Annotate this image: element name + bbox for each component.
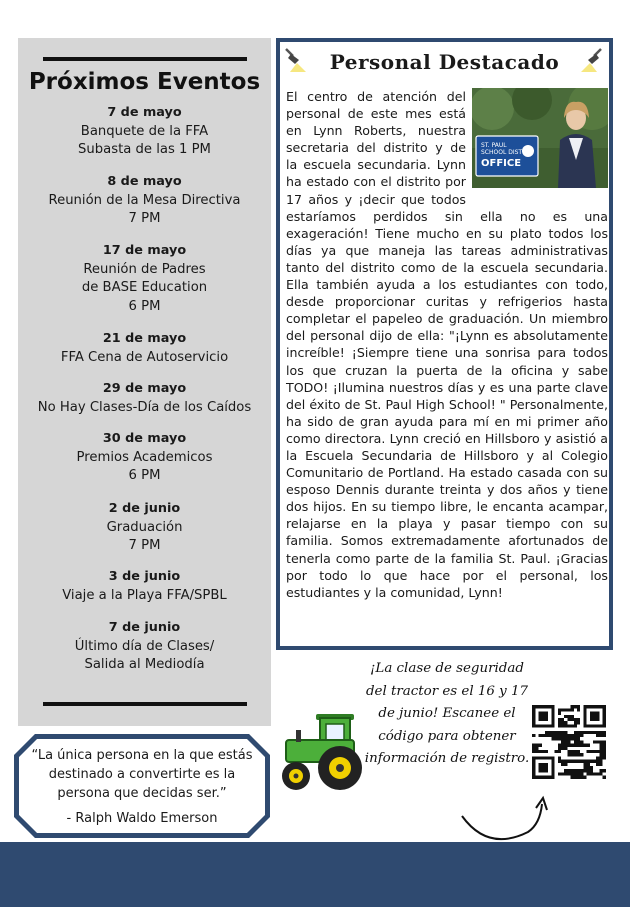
tractor-icon: [276, 706, 370, 796]
quote-author: - Ralph Waldo Emerson: [66, 811, 218, 826]
sign-line-2: SCHOOL DIST: [481, 149, 523, 156]
quote-text: “La única persona en la que estás destinado a convertirte es la persona que decidas ser.”: [31, 748, 253, 801]
event-item: [18, 242, 271, 316]
event-date: 7 de junio: [108, 620, 181, 635]
events-panel: [18, 38, 271, 726]
featured-staff-article: [276, 38, 613, 650]
event-date: 2 de junio: [108, 501, 181, 516]
event-detail: de BASE Education: [81, 280, 208, 295]
curved-arrow-icon: [458, 794, 550, 848]
event-detail: Último día de Clases/: [74, 638, 215, 654]
event-detail: Subasta de las 1 PM: [78, 142, 211, 157]
footer-bar: [0, 842, 630, 907]
feature-title: Personal Destacado: [329, 50, 560, 74]
event-item: [18, 619, 271, 675]
event-item: [18, 104, 271, 160]
event-detail: FFA Cena de Autoservicio: [60, 349, 229, 365]
event-date: 8 de mayo: [107, 174, 182, 189]
event-item: [18, 500, 271, 556]
event-detail: 6 PM: [128, 298, 161, 314]
event-date: 30 de mayo: [102, 431, 187, 446]
event-date: 29 de mayo: [102, 381, 187, 396]
feature-body: [286, 88, 608, 601]
event-detail: 7 PM: [128, 538, 161, 553]
event-item: [18, 568, 271, 605]
event-detail: No Hay Clases-Día de los Caídos: [37, 399, 252, 415]
event-detail: Banquete de la FFA: [80, 123, 209, 139]
sign-line-3: OFFICE: [481, 158, 522, 169]
event-item: [18, 380, 271, 417]
event-item: [18, 430, 271, 486]
event-item: [18, 330, 271, 367]
feature-body-text: El centro de atención del personal de este mes está en Lynn Roberts, nuestra secretaria del distrito y de la escuela secundaria. Lynn ha estado con el distrito por 17 años y ¡decir que todos estaríamos perdidos sin ella no es una exageración! Tiene mucho en su plato todos los días ya que maneja las tareas administrativas tanto del distrito como de la escuela secundaria. Ella también ayuda a los estudiantes con todo, desde proporcionar curitas y refrigerios hasta completar el papeleo de graduación. Un miembro del personal dijo de ella: "¡Lynn es absolutamente increíble! ¡Siempre tiene una sonrisa para todos los que cruzan la puerta de la oficina y sabe TODO! ¡Ilumina nuestros días y es una parte clave del éxito de St. Paul High School! " Personalmente, ha sido de gran ayuda para mí en mi primer año como directora. Lynn creció en Hillsboro y asistió a la Escuela Secundaria de Hillsboro y al Colegio Comunitario de Portland. Ha estado casada con su esposo Dennis durante treinta y dos años y tiene dos hijos. En su tiempo libre, le encanta acampar, relajarse en la playa y pasar tiempo con su familia. Somos extremadamente afortunados de tenerla como parte de la familia St. Paul. ¡Gracias por todo lo que hace por el personal, los estudiantes y la comunidad, Lynn!: [286, 89, 608, 600]
event-date: 17 de mayo: [102, 243, 187, 258]
event-item: [18, 173, 271, 229]
events-top-rule: [43, 57, 247, 61]
staff-photo: [472, 88, 608, 188]
event-detail: Reunión de la Mesa Directiva: [48, 192, 241, 208]
event-date: 3 de junio: [108, 569, 181, 584]
event-detail: 7 PM: [128, 211, 161, 226]
event-detail: Reunión de Padres: [83, 261, 206, 277]
tractor-safety-text: ¡La clase de seguridad del tractor es el 16 y 17 de junio! Escanee el código para obtener información de registro.: [364, 661, 530, 767]
events-bottom-rule: [43, 702, 247, 706]
event-detail: 6 PM: [128, 468, 161, 483]
event-date: 21 de mayo: [102, 331, 187, 346]
event-detail: Graduación: [106, 519, 183, 535]
event-detail: Salida al Mediodía: [84, 657, 205, 672]
event-date: 7 de mayo: [107, 105, 182, 120]
event-detail: Viaje a la Playa FFA/SPBL: [62, 587, 227, 603]
events-title: Próximos Eventos: [28, 69, 261, 95]
event-detail: Premios Academicos: [76, 449, 213, 465]
sign-line-1: ST. PAUL: [481, 142, 507, 149]
registration-qr-code[interactable]: [528, 702, 610, 782]
